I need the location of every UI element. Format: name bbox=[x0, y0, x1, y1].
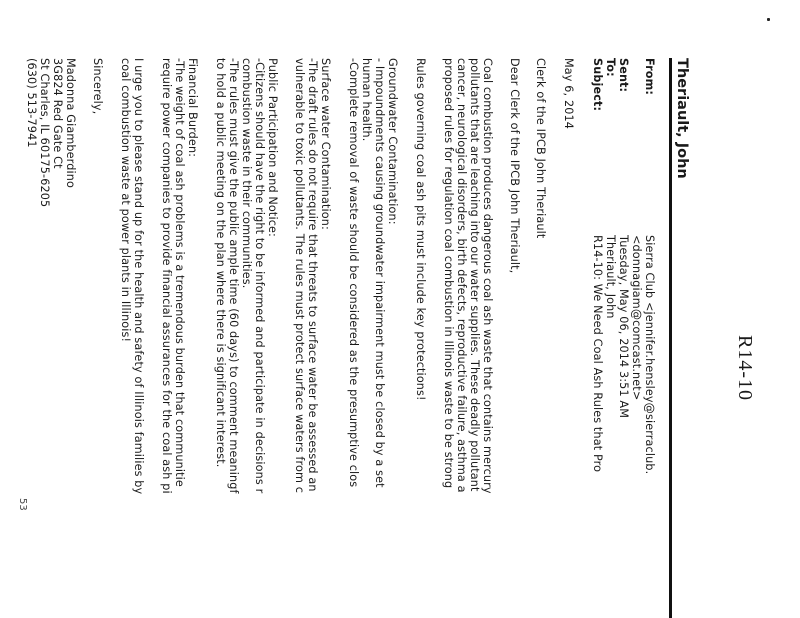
page-number: 53 bbox=[17, 498, 28, 511]
groundwater-line: - Impoundments causing groundwater impairment must be closed by a set bbox=[373, 58, 386, 488]
financial-line: require power companies to provide financial assurances for the coal ash pi bbox=[160, 58, 173, 494]
financial-heading: Financial Burden: bbox=[186, 58, 199, 158]
signature-name: Madonna Giamberdino bbox=[64, 58, 77, 188]
groundwater-heading: Groundwater Contamination: bbox=[386, 58, 399, 225]
groundwater-line: -Complete removal of waste should be considered as the presumptive clos bbox=[347, 58, 360, 488]
key-protections: Rules governing coal ash pits must include key protections! bbox=[414, 58, 427, 401]
sender-name: Theriault, John bbox=[674, 58, 690, 179]
participation-line: combustion waste in their communities. bbox=[240, 58, 253, 289]
signoff: Sincerely, bbox=[91, 58, 104, 115]
surface-line: -The draft rules do not require that threats to surface water be assessed an bbox=[306, 58, 319, 492]
subject-label: Subject: bbox=[591, 58, 604, 112]
to-label: To: bbox=[604, 58, 617, 77]
letter-date: May 6, 2014 bbox=[562, 58, 575, 130]
header-divider bbox=[669, 58, 672, 618]
closing-line: I urge you to please stand up for the health and safety of Illinois families by bbox=[132, 58, 145, 495]
sent-label: Sent: bbox=[617, 58, 630, 93]
participation-line: -Citizens should have the right to be informed and participate in decisions r bbox=[253, 58, 266, 494]
signature-city: St Charles, IL 60175-6205 bbox=[38, 58, 51, 208]
recipient: Clerk of the IPCB John Theriault bbox=[534, 58, 547, 239]
signature-address: 3G824 Red Gate Ct bbox=[51, 58, 64, 169]
sent-value: Tuesday, May 06, 2014 3:51 AM bbox=[617, 235, 630, 419]
intro-line: Coal combustion produces dangerous coal ash waste that contains mercury bbox=[481, 58, 494, 494]
to-value: Theriault, John bbox=[604, 235, 617, 319]
docket-number: R14-10 bbox=[734, 335, 756, 401]
intro-line: pollutants that are leaching into our water supplies. These deadly pollutant bbox=[468, 58, 481, 492]
from-label: From: bbox=[643, 58, 656, 96]
from-value-line2: <donnagiam@comcast.net> bbox=[630, 235, 643, 401]
from-value-line1: Sierra Club <jennifer.hensley@sierraclub. bbox=[643, 235, 656, 475]
participation-heading: Public Participation and Notice: bbox=[266, 58, 279, 237]
signature-phone: (630) 513-7941 bbox=[25, 58, 38, 148]
scan-speck bbox=[767, 18, 770, 21]
surface-line: vulnerable to toxic pollutants. The rules must protect surface waters from c bbox=[293, 58, 306, 494]
financial-line: -The weight of coal ash problems is a tremendous burden that communitie bbox=[173, 58, 186, 487]
intro-line: cancer, neurological disorders, birth defects, reproductive failure, asthma a bbox=[455, 58, 468, 493]
participation-line: to hold a public meeting on the plan where there is significant interest. bbox=[214, 58, 227, 468]
groundwater-line: human health. bbox=[360, 58, 373, 142]
surface-heading: Surface water Contamination: bbox=[319, 58, 332, 230]
intro-line: proposed rules for regulation coal combustion in Illinois waste to be strong bbox=[442, 58, 455, 489]
participation-line: -The rules must give the public ample time (60 days) to comment meaningf bbox=[227, 58, 240, 494]
closing-line: coal combustion waste at power plants in Illinois! bbox=[119, 58, 132, 343]
subject-value: R14-10: We Need Coal Ash Rules that Pro bbox=[591, 235, 604, 473]
salutation: Dear Clerk of the IPCB John Theriault, bbox=[508, 58, 521, 274]
